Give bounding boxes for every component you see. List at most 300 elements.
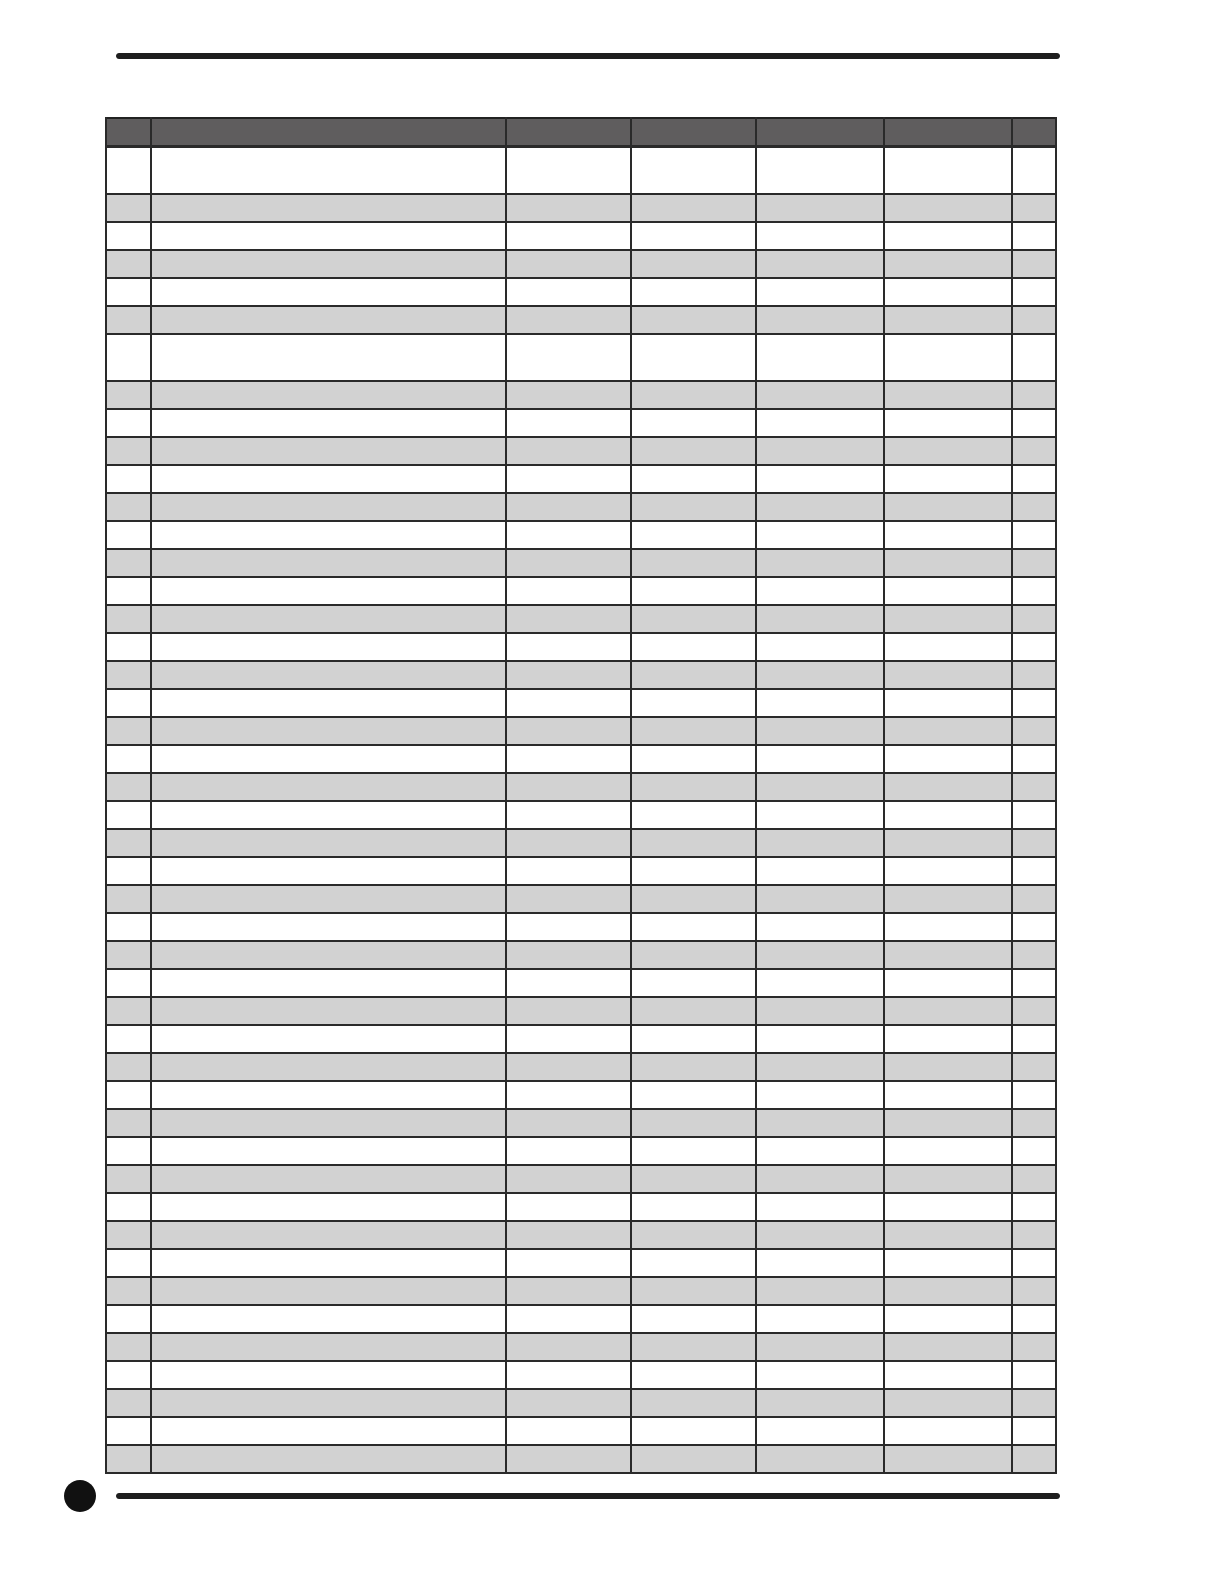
table-cell: [106, 409, 151, 437]
table-cell: [631, 278, 756, 306]
table-cell: [506, 1221, 631, 1249]
table-cell: [756, 661, 884, 689]
table-cell: [506, 605, 631, 633]
table-row: [106, 278, 1056, 306]
table-cell: [106, 745, 151, 773]
table-cell: [506, 437, 631, 465]
table-cell: [631, 857, 756, 885]
table-cell: [884, 222, 1012, 250]
table-row: [106, 1025, 1056, 1053]
table-cell: [106, 997, 151, 1025]
table-cell: [756, 437, 884, 465]
table-row: [106, 633, 1056, 661]
column-header: [884, 118, 1012, 147]
table-cell: [631, 1081, 756, 1109]
table-cell: [506, 1025, 631, 1053]
table-cell: [884, 465, 1012, 493]
table-row: [106, 577, 1056, 605]
table-row: [106, 194, 1056, 222]
table-cell: [106, 465, 151, 493]
table-cell: [756, 194, 884, 222]
table-cell: [756, 493, 884, 521]
table-cell: [631, 194, 756, 222]
table-cell: [151, 1025, 506, 1053]
table-cell: [756, 465, 884, 493]
table-cell: [756, 605, 884, 633]
table-cell: [631, 801, 756, 829]
table-cell: [106, 885, 151, 913]
table-row: [106, 1053, 1056, 1081]
table-cell: [756, 222, 884, 250]
table-cell: [151, 222, 506, 250]
table-cell: [1012, 1053, 1056, 1081]
table-cell: [151, 885, 506, 913]
column-header: [151, 118, 506, 147]
table-row: [106, 689, 1056, 717]
table-cell: [884, 633, 1012, 661]
table-cell: [631, 1249, 756, 1277]
table-cell: [884, 1221, 1012, 1249]
table-cell: [631, 1417, 756, 1445]
table-cell: [1012, 194, 1056, 222]
table-cell: [151, 437, 506, 465]
table-cell: [506, 493, 631, 521]
table-cell: [756, 717, 884, 745]
table-row: [106, 437, 1056, 465]
table-cell: [506, 689, 631, 717]
table-row: [106, 885, 1056, 913]
table-cell: [756, 1053, 884, 1081]
table-cell: [756, 773, 884, 801]
column-header: [506, 118, 631, 147]
table-cell: [884, 306, 1012, 334]
table-cell: [106, 661, 151, 689]
table-cell: [631, 1193, 756, 1221]
table-cell: [506, 1137, 631, 1165]
table-cell: [756, 941, 884, 969]
table-cell: [884, 1305, 1012, 1333]
table-cell: [756, 1165, 884, 1193]
table-cell: [1012, 1389, 1056, 1417]
table-cell: [106, 969, 151, 997]
table-cell: [756, 829, 884, 857]
table-cell: [506, 521, 631, 549]
table-cell: [106, 334, 151, 381]
table-cell: [884, 605, 1012, 633]
table-cell: [1012, 941, 1056, 969]
table-cell: [631, 437, 756, 465]
table-cell: [884, 885, 1012, 913]
table-cell: [151, 250, 506, 278]
table-cell: [1012, 997, 1056, 1025]
table-cell: [106, 147, 151, 195]
table-cell: [1012, 745, 1056, 773]
table-cell: [1012, 549, 1056, 577]
table-cell: [756, 549, 884, 577]
table-cell: [884, 334, 1012, 381]
table-cell: [756, 147, 884, 195]
table-cell: [1012, 801, 1056, 829]
table-cell: [884, 409, 1012, 437]
table-cell: [506, 969, 631, 997]
table-cell: [756, 334, 884, 381]
table-cell: [106, 493, 151, 521]
table-cell: [756, 278, 884, 306]
table-cell: [1012, 1193, 1056, 1221]
table-cell: [756, 1417, 884, 1445]
table-cell: [151, 1333, 506, 1361]
table-row: [106, 997, 1056, 1025]
table-cell: [631, 1025, 756, 1053]
table-cell: [631, 147, 756, 195]
table-row: [106, 745, 1056, 773]
table-cell: [631, 465, 756, 493]
table-cell: [884, 857, 1012, 885]
table-cell: [151, 1249, 506, 1277]
table-cell: [151, 147, 506, 195]
log-table: [105, 117, 1057, 1474]
table-cell: [884, 801, 1012, 829]
table-cell: [106, 1305, 151, 1333]
table-cell: [756, 250, 884, 278]
table-cell: [756, 521, 884, 549]
table-row: [106, 1333, 1056, 1361]
table-cell: [756, 1361, 884, 1389]
table-cell: [106, 549, 151, 577]
table-row: [106, 521, 1056, 549]
table-cell: [106, 1389, 151, 1417]
table-cell: [1012, 409, 1056, 437]
table-cell: [631, 717, 756, 745]
table-row: [106, 1305, 1056, 1333]
table-cell: [631, 250, 756, 278]
table-cell: [884, 437, 1012, 465]
table-cell: [151, 1389, 506, 1417]
table-cell: [151, 801, 506, 829]
table-cell: [631, 1137, 756, 1165]
table-cell: [1012, 1417, 1056, 1445]
table-cell: [506, 278, 631, 306]
table-cell: [151, 1445, 506, 1473]
table-cell: [884, 278, 1012, 306]
table-cell: [151, 941, 506, 969]
table-cell: [631, 997, 756, 1025]
table-cell: [106, 521, 151, 549]
table-cell: [756, 1137, 884, 1165]
table-cell: [756, 1025, 884, 1053]
table-row: [106, 222, 1056, 250]
table-cell: [756, 1445, 884, 1473]
table-cell: [506, 1445, 631, 1473]
table-cell: [631, 577, 756, 605]
table-cell: [1012, 334, 1056, 381]
table-cell: [884, 1025, 1012, 1053]
table-cell: [884, 661, 1012, 689]
table-cell: [506, 381, 631, 409]
table-cell: [884, 1109, 1012, 1137]
table-cell: [506, 1389, 631, 1417]
table-cell: [106, 1025, 151, 1053]
table-cell: [884, 1165, 1012, 1193]
table-cell: [1012, 633, 1056, 661]
table-cell: [151, 997, 506, 1025]
table-cell: [631, 689, 756, 717]
table-cell: [106, 1249, 151, 1277]
table-cell: [151, 549, 506, 577]
table-cell: [756, 969, 884, 997]
table-cell: [151, 689, 506, 717]
table-cell: [151, 773, 506, 801]
table-cell: [1012, 1249, 1056, 1277]
table-cell: [631, 773, 756, 801]
table-row: [106, 1165, 1056, 1193]
table-cell: [884, 829, 1012, 857]
table-cell: [631, 1221, 756, 1249]
table-cell: [151, 1417, 506, 1445]
table-cell: [506, 1249, 631, 1277]
table-cell: [631, 1445, 756, 1473]
table-cell: [151, 278, 506, 306]
table-row: [106, 409, 1056, 437]
table-cell: [106, 801, 151, 829]
table-cell: [884, 521, 1012, 549]
table-cell: [631, 381, 756, 409]
table-row: [106, 801, 1056, 829]
table-cell: [151, 1305, 506, 1333]
table-cell: [151, 381, 506, 409]
table-row: [106, 1389, 1056, 1417]
table-cell: [506, 829, 631, 857]
table-cell: [884, 1277, 1012, 1305]
table-cell: [756, 1081, 884, 1109]
table-cell: [1012, 381, 1056, 409]
table-cell: [151, 605, 506, 633]
table-cell: [1012, 222, 1056, 250]
table-cell: [1012, 306, 1056, 334]
table-cell: [631, 941, 756, 969]
table-cell: [106, 1445, 151, 1473]
table-cell: [506, 1417, 631, 1445]
table-cell: [884, 1137, 1012, 1165]
table-cell: [506, 997, 631, 1025]
table-cell: [151, 1109, 506, 1137]
table-cell: [506, 465, 631, 493]
table-cell: [756, 1305, 884, 1333]
table-cell: [106, 1081, 151, 1109]
table-row: [106, 1361, 1056, 1389]
table-row: [106, 147, 1056, 195]
column-header: [631, 118, 756, 147]
table-cell: [151, 857, 506, 885]
column-header: [756, 118, 884, 147]
table-cell: [1012, 521, 1056, 549]
table-cell: [756, 885, 884, 913]
table-cell: [631, 1333, 756, 1361]
table-cell: [884, 997, 1012, 1025]
table-cell: [631, 334, 756, 381]
table-cell: [884, 773, 1012, 801]
table-cell: [106, 1109, 151, 1137]
table-cell: [506, 222, 631, 250]
table-cell: [1012, 1361, 1056, 1389]
table-cell: [631, 493, 756, 521]
table-cell: [106, 1333, 151, 1361]
table-cell: [106, 1277, 151, 1305]
table-cell: [1012, 689, 1056, 717]
table-cell: [106, 381, 151, 409]
table-cell: [106, 1417, 151, 1445]
table-cell: [631, 1109, 756, 1137]
page-marker-dot: [64, 1480, 96, 1512]
table-cell: [631, 222, 756, 250]
table-cell: [106, 941, 151, 969]
table-cell: [151, 969, 506, 997]
table-cell: [151, 409, 506, 437]
table-cell: [884, 1053, 1012, 1081]
table-cell: [1012, 661, 1056, 689]
table-cell: [506, 633, 631, 661]
table-cell: [1012, 437, 1056, 465]
table-cell: [631, 306, 756, 334]
table-cell: [506, 250, 631, 278]
header-row: [106, 118, 1056, 147]
table-cell: [884, 194, 1012, 222]
table-row: [106, 334, 1056, 381]
table-cell: [884, 577, 1012, 605]
table-cell: [106, 250, 151, 278]
table-cell: [756, 689, 884, 717]
table-cell: [631, 1165, 756, 1193]
table-cell: [1012, 1333, 1056, 1361]
top-rule: [116, 53, 1060, 59]
table-cell: [631, 661, 756, 689]
table-cell: [756, 633, 884, 661]
table-cell: [506, 1193, 631, 1221]
table-cell: [884, 493, 1012, 521]
table-cell: [106, 577, 151, 605]
table-cell: [106, 1137, 151, 1165]
table-cell: [506, 885, 631, 913]
table-cell: [1012, 250, 1056, 278]
table-cell: [506, 577, 631, 605]
table-row: [106, 493, 1056, 521]
table-cell: [106, 633, 151, 661]
table-cell: [1012, 1305, 1056, 1333]
table-cell: [1012, 1137, 1056, 1165]
table-cell: [151, 334, 506, 381]
table-cell: [506, 306, 631, 334]
table-row: [106, 717, 1056, 745]
table-row: [106, 1137, 1056, 1165]
table-cell: [884, 1081, 1012, 1109]
table-row: [106, 381, 1056, 409]
table-cell: [151, 633, 506, 661]
table-cell: [884, 1333, 1012, 1361]
table-cell: [151, 577, 506, 605]
table-cell: [631, 633, 756, 661]
table-cell: [1012, 1277, 1056, 1305]
table-cell: [506, 661, 631, 689]
column-header: [106, 118, 151, 147]
table-cell: [884, 1361, 1012, 1389]
table-cell: [106, 773, 151, 801]
table-cell: [506, 1109, 631, 1137]
table-cell: [151, 306, 506, 334]
table-cell: [1012, 913, 1056, 941]
table-cell: [106, 437, 151, 465]
table-row: [106, 1445, 1056, 1473]
table-cell: [506, 717, 631, 745]
table-cell: [106, 306, 151, 334]
table-cell: [506, 1165, 631, 1193]
table-row: [106, 605, 1056, 633]
table-cell: [884, 717, 1012, 745]
table-cell: [506, 194, 631, 222]
table-cell: [151, 745, 506, 773]
table-cell: [506, 334, 631, 381]
table-cell: [506, 549, 631, 577]
table-cell: [151, 717, 506, 745]
table-row: [106, 913, 1056, 941]
table-cell: [884, 1193, 1012, 1221]
table-cell: [1012, 969, 1056, 997]
table-cell: [884, 969, 1012, 997]
table-cell: [506, 773, 631, 801]
table-cell: [106, 857, 151, 885]
table-cell: [631, 1389, 756, 1417]
table-cell: [106, 278, 151, 306]
table-cell: [756, 857, 884, 885]
table-cell: [151, 493, 506, 521]
table-cell: [756, 801, 884, 829]
table-cell: [506, 147, 631, 195]
table-row: [106, 1249, 1056, 1277]
table-cell: [106, 605, 151, 633]
table-body: [106, 147, 1056, 1474]
table-cell: [151, 661, 506, 689]
table-cell: [151, 1081, 506, 1109]
table-cell: [1012, 1109, 1056, 1137]
table-cell: [1012, 717, 1056, 745]
table-cell: [506, 913, 631, 941]
table-cell: [756, 306, 884, 334]
bottom-rule: [116, 1493, 1060, 1499]
table-cell: [884, 549, 1012, 577]
table-cell: [151, 465, 506, 493]
table-row: [106, 465, 1056, 493]
table-cell: [506, 857, 631, 885]
table-cell: [1012, 493, 1056, 521]
table-cell: [106, 1361, 151, 1389]
table-row: [106, 1417, 1056, 1445]
table-cell: [756, 1249, 884, 1277]
table-row: [106, 857, 1056, 885]
table-row: [106, 1193, 1056, 1221]
table-cell: [506, 1053, 631, 1081]
table-cell: [151, 829, 506, 857]
table-cell: [1012, 465, 1056, 493]
table-row: [106, 549, 1056, 577]
table-cell: [1012, 773, 1056, 801]
table-cell: [631, 1277, 756, 1305]
table-cell: [756, 409, 884, 437]
table-cell: [884, 941, 1012, 969]
table-cell: [151, 1221, 506, 1249]
table-cell: [631, 829, 756, 857]
table-cell: [106, 1221, 151, 1249]
table-cell: [1012, 885, 1056, 913]
table-cell: [756, 381, 884, 409]
